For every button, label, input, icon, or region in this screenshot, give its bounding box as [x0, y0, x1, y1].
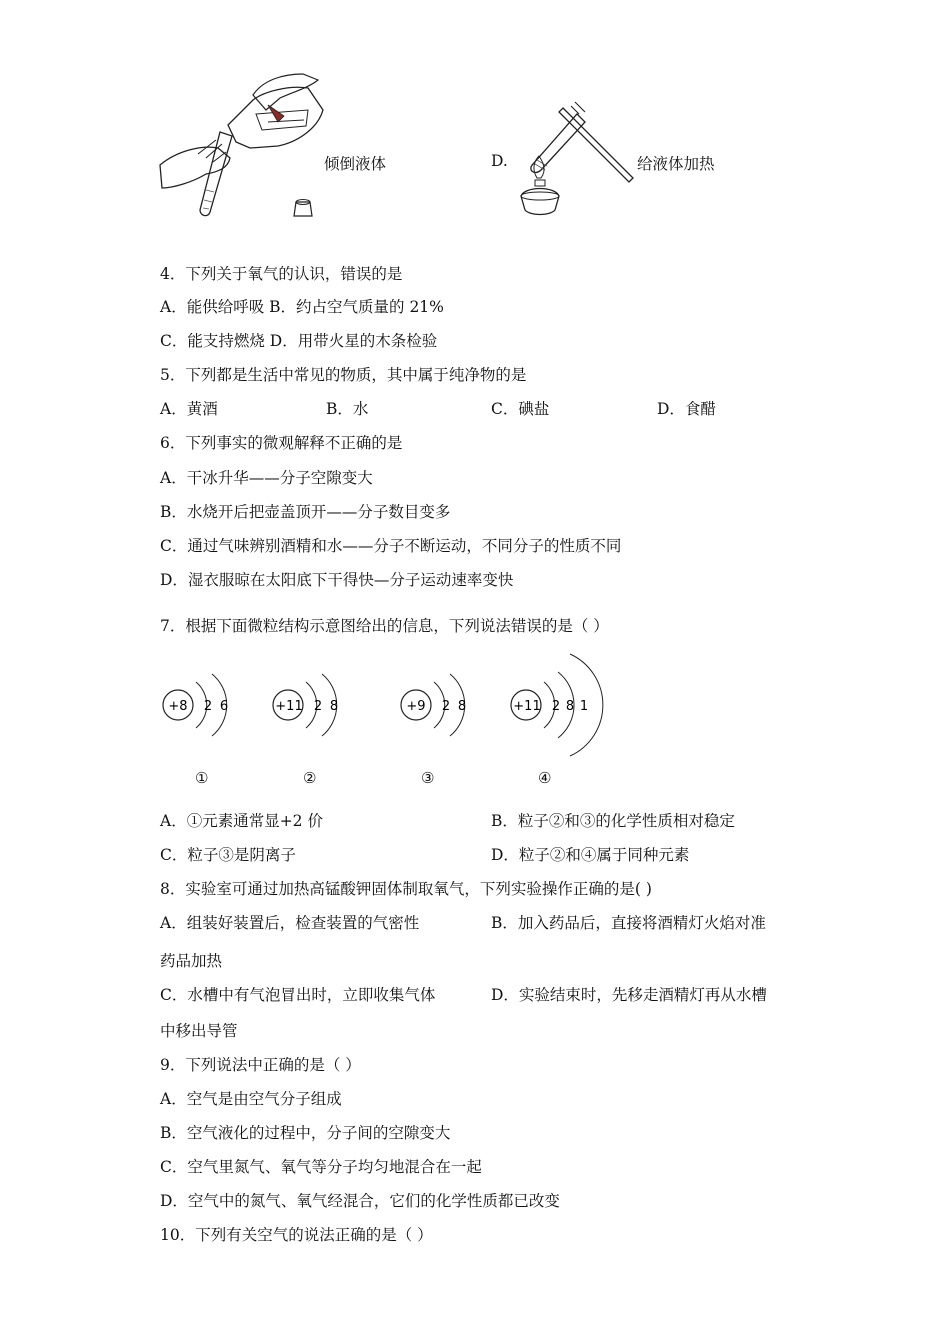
q9-option-c: C．空气里氮气、氧气等分子均匀地混合在一起	[160, 1158, 482, 1176]
q8-option-b-continued: 药品加热	[160, 952, 223, 970]
q5-option-a: A．黄酒	[160, 400, 218, 418]
atom-2-shell-2: 8	[329, 699, 339, 714]
atom-3-shell-1: 2	[441, 699, 451, 714]
q9-stem: 9．下列说法中正确的是（ ）	[160, 1056, 361, 1074]
atom-2-label: ②	[303, 769, 317, 787]
atom-diagram-2	[270, 660, 350, 750]
atom-4-shell-2: 8	[565, 699, 575, 714]
option-d-label: D.	[491, 152, 508, 170]
atom-4-label: ④	[538, 769, 552, 787]
pouring-liquid-illustration	[158, 70, 328, 220]
q4-stem: 4．下列关于氧气的认识，错误的是	[160, 265, 403, 283]
q9-option-a: A．空气是由空气分子组成	[160, 1090, 342, 1108]
q5-option-c: C．碘盐	[491, 400, 550, 418]
q7-option-a: A．①元素通常显+2 价	[160, 812, 323, 830]
atom-2-shell-1: 2	[313, 699, 323, 714]
q6-stem: 6．下列事实的微观解释不正确的是	[160, 434, 403, 452]
q4-options-row1: A．能供给呼吸 B．约占空气质量的 21%	[160, 298, 444, 316]
atom-diagram-4	[508, 648, 598, 762]
q6-option-d: D．湿衣服晾在太阳底下干得快—分子运动速率变快	[160, 571, 514, 589]
atom-4-nucleus: +11	[513, 699, 541, 714]
q7-stem: 7．根据下面微粒结构示意图给出的信息，下列说法错误的是（ ）	[160, 617, 609, 635]
q5-option-b: B．水	[326, 400, 369, 418]
q9-option-b: B．空气液化的过程中，分子间的空隙变大	[160, 1124, 451, 1142]
atom-3-nucleus: +9	[406, 699, 426, 714]
q8-option-b: B．加入药品后，直接将酒精灯火焰对准	[491, 914, 766, 932]
q6-option-c: C．通过气味辨别酒精和水——分子不断运动，不同分子的性质不同	[160, 537, 622, 555]
heating-liquid-illustration	[515, 98, 635, 220]
q9-option-d: D．空气中的氮气、氧气经混合，它们的化学性质都已改变	[160, 1192, 560, 1210]
q8-option-c: C．水槽中有气泡冒出时，立即收集气体	[160, 986, 436, 1004]
q8-option-d: D．实验结束时，先移走酒精灯再从水槽	[491, 986, 767, 1004]
atom-3-shell-2: 8	[457, 699, 467, 714]
atom-1-nucleus: +8	[168, 699, 188, 714]
atom-1-shell-2: 6	[219, 699, 229, 714]
atom-1-label: ①	[195, 769, 209, 787]
atom-4-shell-3: 1	[579, 699, 589, 714]
heat-caption: 给液体加热	[637, 155, 715, 173]
q10-stem: 10．下列有关空气的说法正确的是（ ）	[160, 1226, 433, 1244]
atom-4-shell-1: 2	[551, 699, 561, 714]
q6-option-a: A．干冰升华——分子空隙变大	[160, 469, 373, 487]
q7-option-c: C．粒子③是阴离子	[160, 846, 296, 864]
atom-3-label: ③	[421, 769, 435, 787]
q7-option-d: D．粒子②和④属于同种元素	[491, 846, 690, 864]
q4-options-row2: C．能支持燃烧 D．用带火星的木条检验	[160, 332, 438, 350]
atom-2-nucleus: +11	[275, 699, 303, 714]
q5-option-d: D．食醋	[657, 400, 716, 418]
q8-option-d-continued: 中移出导管	[160, 1022, 238, 1040]
q6-option-b: B．水烧开后把壶盖顶开——分子数目变多	[160, 503, 451, 521]
q7-option-b: B．粒子②和③的化学性质相对稳定	[491, 812, 735, 830]
atom-1-shell-1: 2	[203, 699, 213, 714]
atom-diagram-3	[398, 660, 478, 750]
q8-option-a: A．组装好装置后，检查装置的气密性	[160, 914, 420, 932]
atom-diagram-1	[160, 660, 240, 750]
q5-stem: 5．下列都是生活中常见的物质，其中属于纯净物的是	[160, 366, 527, 384]
q8-stem: 8．实验室可通过加热高锰酸钾固体制取氧气，下列实验操作正确的是( )	[160, 880, 652, 898]
pour-caption: 倾倒液体	[324, 155, 387, 173]
